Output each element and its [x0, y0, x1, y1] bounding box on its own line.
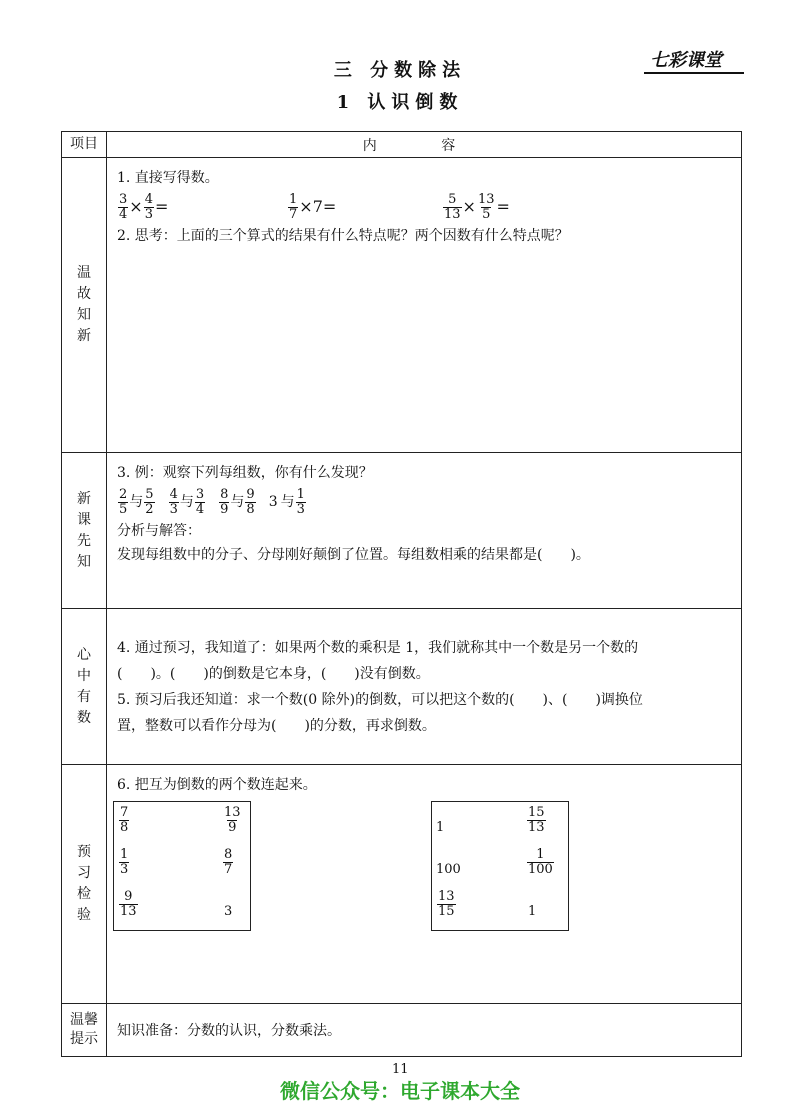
question-4-line-1: 4. 通过预习，我知道了：如果两个数的乘积是 1，我们就称其中一个数是另一个数的 [117, 640, 639, 656]
publisher-logo: 七彩课堂 [650, 50, 722, 71]
box1-left-3: $\frac{9}{13}$ [120, 889, 137, 919]
box1-right-1: $\frac{13}{9}$ [224, 805, 241, 835]
pair-3: $\frac{8}{9}$ 与 $\frac{9}{8}$ [220, 486, 255, 517]
pairs-row [117, 485, 733, 519]
matching-box-2 [431, 801, 569, 931]
table-header-row [62, 132, 742, 158]
column-header-content: 内 容 [107, 132, 742, 158]
box2-left-1: 1 [436, 820, 445, 835]
expression-3: $\frac{5}{13}$ × $\frac{13}{5}$ = [444, 191, 510, 222]
expression-2: $\frac{1}{7}$ ×7 = [289, 191, 337, 222]
pair-1: $\frac{2}{5}$ 与 $\frac{5}{2}$ [119, 486, 154, 517]
section-label-preview: 新课先知 [62, 453, 107, 609]
question-4-line-2: ( )。( )的倒数是它本身，( )没有倒数。 [117, 666, 430, 682]
question-3: 3. 例：观察下列每组数，你有什么发现？ [117, 465, 373, 481]
section-label-review: 温故知新 [62, 158, 107, 453]
analysis-title: 分析与解答： [117, 523, 201, 539]
analysis-text: 发现每组数中的分子、分母刚好颠倒了位置。每组数相乘的结果都是( )。 [117, 547, 590, 563]
box1-left-1: $\frac{7}{8}$ [120, 805, 129, 835]
section-review [62, 158, 742, 453]
question-5-line-2: 置，整数可以看作分母为( )的分数，再求倒数。 [117, 718, 436, 734]
page-number: 11 [392, 1062, 409, 1077]
question-2: 2. 思考：上面的三个算式的结果有什么特点呢？两个因数有什么特点呢？ [117, 228, 569, 244]
box2-right-2: $\frac{1}{100}$ [528, 847, 553, 877]
question-5-line-1: 5. 预习后我还知道：求一个数(0 除外)的倒数，可以把这个数的( )、( )调换位 [117, 692, 643, 708]
section-content-check [107, 765, 742, 1004]
box2-right-3: 1 [528, 904, 537, 919]
box2-right-1: $\frac{15}{13}$ [528, 805, 545, 835]
matching-box-1 [113, 801, 251, 931]
question-1: 1. 直接写得数。 [117, 170, 219, 186]
section-content-understanding [107, 609, 742, 765]
lesson-title: 1 认识倒数 [336, 92, 464, 113]
question-6: 6. 把互为倒数的两个数连起来。 [117, 777, 317, 793]
box1-right-3: 3 [224, 904, 233, 919]
box1-right-2: $\frac{8}{7}$ [224, 847, 233, 877]
section-label-check: 预习检验 [62, 765, 107, 1004]
section-label-tip: 温馨提示 [62, 1004, 107, 1057]
expression-row [117, 190, 733, 224]
pair-4: 3 与 $\frac{1}{3}$ [268, 486, 305, 517]
section-label-understanding: 心中有数 [62, 609, 107, 765]
worksheet-table [61, 131, 742, 1057]
section-content-review [107, 158, 742, 453]
tip-text: 知识准备：分数的认识，分数乘法。 [117, 1023, 341, 1039]
box2-left-2: 100 [436, 862, 461, 877]
section-check [62, 765, 742, 1004]
column-header-project: 项目 [62, 132, 107, 158]
section-tip [62, 1004, 742, 1057]
pair-2: $\frac{4}{3}$ 与 $\frac{3}{4}$ [169, 486, 205, 517]
watermark-text: 微信公众号：电子课本大全 [280, 1079, 520, 1103]
box2-left-3: $\frac{13}{15}$ [438, 889, 455, 919]
section-content-preview [107, 453, 742, 609]
box1-left-2: $\frac{1}{3}$ [120, 847, 129, 877]
expression-1: $\frac{3}{4}$ × $\frac{4}{3}$ = [119, 191, 169, 222]
logo-underline [644, 72, 744, 74]
section-understanding [62, 609, 742, 765]
section-content-tip [107, 1004, 742, 1057]
chapter-title: 三 分数除法 [333, 60, 467, 81]
section-preview [62, 453, 742, 609]
